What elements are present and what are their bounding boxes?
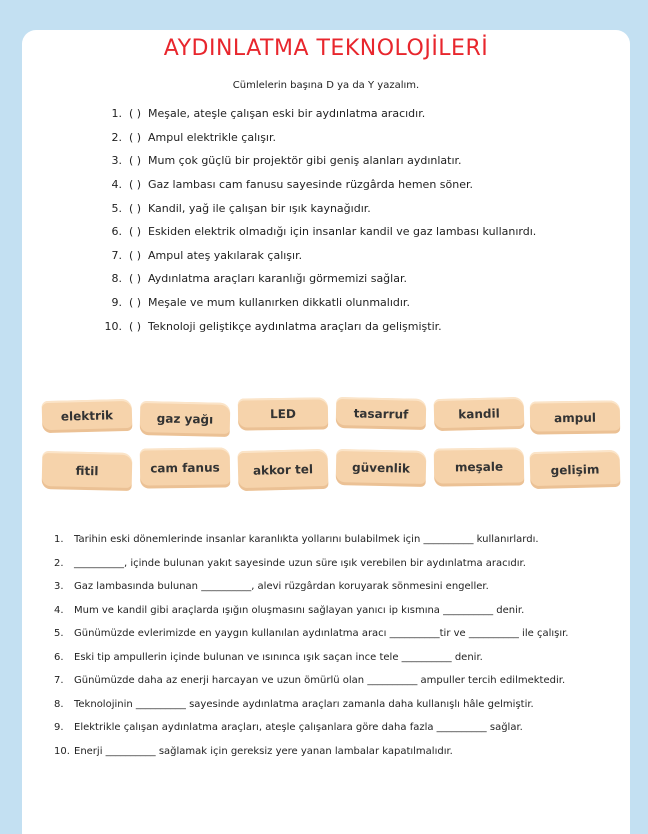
tf-statement: Mum çok güçlü bir projektör gibi geniş alanları aydınlatır. <box>148 154 462 168</box>
tf-item <box>100 291 620 315</box>
fill-item <box>54 740 624 764</box>
answer-box[interactable]: ( ) <box>128 272 142 286</box>
tf-item <box>100 314 620 338</box>
tf-item <box>100 126 620 150</box>
fill-number: 10. <box>54 745 70 757</box>
tf-statement: Eskiden elektrik olmadığı için insanlar kandil ve gaz lambası kullanırdı. <box>148 225 537 239</box>
fill-number: 6. <box>54 651 64 663</box>
fill-sentence[interactable]: Teknolojinin __________ sayesinde aydınlatma araçları zamanla daha kullanışlı hâle gelmiştir. <box>74 698 534 710</box>
fill-number: 2. <box>54 557 64 569</box>
answer-box[interactable]: ( ) <box>128 201 142 215</box>
word-bank-row-1 <box>34 398 626 448</box>
fill-sentence[interactable]: Günümüzde evlerimizde en yaygın kullanılan aydınlatma aracı __________tir ve __________ ile çalışır. <box>74 628 569 639</box>
tf-item <box>100 267 620 291</box>
tf-statement: Meşale, ateşle çalışan eski bir aydınlatma aracıdır. <box>148 107 426 121</box>
fill-item <box>54 622 624 646</box>
tf-number: 4. <box>111 178 122 192</box>
fill-number: 1. <box>54 534 64 545</box>
worksheet <box>22 30 630 834</box>
fill-sentence[interactable]: Elektrikle çalışan aydınlatma araçları, ateşle çalışanlara göre daha fazla __________ sağlar. <box>74 722 523 733</box>
tf-item <box>100 102 620 126</box>
answer-box[interactable]: ( ) <box>128 319 142 333</box>
instructions: Cümlelerin başına D ya da Y yazalım. <box>232 80 420 91</box>
fill-item <box>54 528 624 552</box>
fill-number: 3. <box>54 581 64 592</box>
fill-number: 5. <box>54 628 64 639</box>
tf-number: 5. <box>111 201 122 215</box>
word-card: ampul <box>530 400 620 434</box>
answer-box[interactable]: ( ) <box>128 107 142 121</box>
tf-number: 1. <box>111 107 122 121</box>
tf-statement: Meşale ve mum kullanırken dikkatli olunmalıdır. <box>148 296 410 310</box>
fill-number: 7. <box>54 675 64 686</box>
tf-item <box>100 244 620 268</box>
tf-number: 6. <box>111 225 122 239</box>
tf-number: 10. <box>104 319 122 333</box>
answer-box[interactable]: ( ) <box>128 248 142 262</box>
fill-sentence[interactable]: Eski tip ampullerin içinde bulunan ve ısınınca ışık saçan ince tele __________ denir. <box>74 651 483 663</box>
answer-box[interactable]: ( ) <box>128 130 142 144</box>
fill-sentence[interactable]: Mum ve kandil gibi araçlarda ışığın oluşmasını sağlayan yanıcı ip kısmına __________ denir. <box>74 604 525 616</box>
fill-sentence[interactable]: Enerji __________ sağlamak için gereksiz yere yanan lambalar kapatılmalıdır. <box>74 745 453 757</box>
answer-box[interactable]: ( ) <box>128 296 142 310</box>
word-card: akkor tel <box>237 449 328 491</box>
word-card: elektrik <box>42 399 133 433</box>
word-card: cam fanus <box>140 447 231 488</box>
true-false-list <box>100 102 620 338</box>
tf-statement: Kandil, yağ ile çalışan bir ışık kaynağıdır. <box>148 201 371 215</box>
fill-in-blanks-list <box>54 528 624 763</box>
fill-item <box>54 669 624 693</box>
fill-sentence[interactable]: Gaz lambasında bulunan __________, alevi rüzgârdan koruyarak sönmesini engeller. <box>74 581 489 592</box>
tf-number: 3. <box>111 154 122 168</box>
answer-box[interactable]: ( ) <box>128 154 142 168</box>
word-card: meşale <box>434 447 525 486</box>
tf-number: 8. <box>111 272 122 286</box>
word-card: kandil <box>434 397 525 431</box>
word-bank-row-2 <box>34 448 626 498</box>
tf-number: 7. <box>111 248 122 262</box>
word-card: LED <box>238 397 328 430</box>
fill-sentence[interactable]: Tarihin eski dönemlerinde insanlar karanlıkta yollarını bulabilmek için __________ kullanırlardı. <box>74 534 539 545</box>
word-card: güvenlik <box>336 449 427 487</box>
tf-statement: Ampul ateş yakılarak çalışır. <box>148 248 303 262</box>
fill-item <box>54 693 624 717</box>
word-card: tasarruf <box>336 397 427 430</box>
fill-item <box>54 716 624 740</box>
page-title: AYDINLATMA TEKNOLOJİLERİ <box>163 36 489 61</box>
fill-number: 4. <box>54 604 64 616</box>
fill-item <box>54 552 624 576</box>
fill-item <box>54 599 624 623</box>
fill-number: 8. <box>54 698 64 710</box>
fill-sentence[interactable]: Günümüzde daha az enerji harcayan ve uzun ömürlü olan __________ ampuller tercih edilmektedir. <box>74 675 566 686</box>
fill-item <box>54 646 624 670</box>
fill-sentence[interactable]: __________, içinde bulunan yakıt sayesinde uzun süre ışık verebilen bir aydınlatma aracıdır. <box>74 557 526 569</box>
fill-item <box>54 575 624 599</box>
word-bank <box>34 398 626 498</box>
tf-item <box>100 173 620 197</box>
tf-statement: Teknoloji geliştikçe aydınlatma araçları da gelişmiştir. <box>148 319 442 333</box>
tf-statement: Gaz lambası cam fanusu sayesinde rüzgârda hemen söner. <box>148 178 474 192</box>
tf-number: 9. <box>111 296 122 310</box>
tf-statement: Aydınlatma araçları karanlığı görmemizi sağlar. <box>148 272 407 286</box>
answer-box[interactable]: ( ) <box>128 178 142 192</box>
tf-number: 2. <box>111 130 122 144</box>
fill-number: 9. <box>54 722 64 733</box>
tf-item <box>100 220 620 244</box>
word-card: gaz yağı <box>140 401 231 437</box>
word-card: gelişim <box>530 450 621 489</box>
tf-item <box>100 149 620 173</box>
tf-statement: Ampul elektrikle çalışır. <box>148 130 276 144</box>
answer-box[interactable]: ( ) <box>128 225 142 239</box>
tf-item <box>100 196 620 220</box>
word-card: fitil <box>42 451 133 491</box>
